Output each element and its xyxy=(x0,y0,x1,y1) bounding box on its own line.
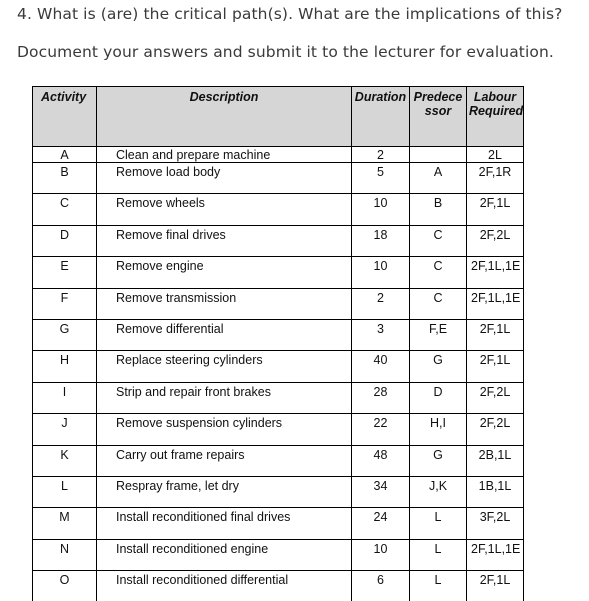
cell-duration: 10 xyxy=(352,539,410,570)
cell-activity: C xyxy=(33,194,97,225)
cell-duration: 22 xyxy=(352,414,410,445)
cell-labour: 2F,1R xyxy=(467,163,524,194)
cell-duration: 6 xyxy=(352,571,410,601)
cell-activity: H xyxy=(33,351,97,382)
cell-description: Remove suspension cylinders xyxy=(97,414,352,445)
cell-duration: 18 xyxy=(352,225,410,256)
cell-description: Install reconditioned engine xyxy=(97,539,352,570)
table-body xyxy=(33,147,524,601)
table-row xyxy=(33,571,524,601)
task-instruction: Document your answers and submit it to the lecturer for evaluation. xyxy=(17,43,554,61)
cell-predecessor: D xyxy=(410,382,467,413)
cell-duration: 2 xyxy=(352,147,410,163)
cell-activity: K xyxy=(33,445,97,476)
cell-description: Respray frame, let dry xyxy=(97,476,352,507)
cell-duration: 10 xyxy=(352,257,410,288)
activity-table-container xyxy=(32,86,523,574)
cell-predecessor xyxy=(410,147,467,163)
cell-activity: F xyxy=(33,288,97,319)
cell-duration: 28 xyxy=(352,382,410,413)
cell-labour: 1B,1L xyxy=(467,476,524,507)
cell-duration: 24 xyxy=(352,508,410,539)
cell-labour: 2F,1L xyxy=(467,194,524,225)
cell-labour: 2F,1L xyxy=(467,571,524,601)
table-row xyxy=(33,476,524,507)
cell-predecessor: G xyxy=(410,445,467,476)
cell-labour: 2F,2L xyxy=(467,225,524,256)
cell-description: Remove wheels xyxy=(97,194,352,225)
table-row xyxy=(33,414,524,445)
activity-table xyxy=(32,86,524,601)
cell-activity: B xyxy=(33,163,97,194)
cell-predecessor: C xyxy=(410,288,467,319)
cell-activity: G xyxy=(33,319,97,350)
table-row xyxy=(33,445,524,476)
cell-labour: 2F,1L,1E xyxy=(467,257,524,288)
cell-description: Remove differential xyxy=(97,319,352,350)
cell-description: Remove engine xyxy=(97,257,352,288)
cell-predecessor: L xyxy=(410,508,467,539)
cell-description: Clean and prepare machine xyxy=(97,147,352,163)
cell-description: Remove transmission xyxy=(97,288,352,319)
cell-predecessor: A xyxy=(410,163,467,194)
cell-predecessor: L xyxy=(410,571,467,601)
cell-activity: L xyxy=(33,476,97,507)
table-row xyxy=(33,288,524,319)
cell-labour: 2L xyxy=(467,147,524,163)
cell-duration: 48 xyxy=(352,445,410,476)
cell-labour: 2F,2L xyxy=(467,382,524,413)
cell-duration: 3 xyxy=(352,319,410,350)
table-row xyxy=(33,382,524,413)
cell-duration: 40 xyxy=(352,351,410,382)
cell-labour: 2F,1L xyxy=(467,319,524,350)
cell-description: Remove load body xyxy=(97,163,352,194)
cell-duration: 10 xyxy=(352,194,410,225)
question-text: 4. What is (are) the critical path(s). What are the implications of this? xyxy=(17,5,563,23)
cell-predecessor: C xyxy=(410,225,467,256)
cell-duration: 34 xyxy=(352,476,410,507)
cell-labour: 2F,2L xyxy=(467,414,524,445)
cell-description: Carry out frame repairs xyxy=(97,445,352,476)
cell-predecessor: J,K xyxy=(410,476,467,507)
table-row xyxy=(33,163,524,194)
cell-activity: O xyxy=(33,571,97,601)
cell-predecessor: G xyxy=(410,351,467,382)
table-row xyxy=(33,508,524,539)
table-row xyxy=(33,225,524,256)
cell-labour: 2B,1L xyxy=(467,445,524,476)
cell-description: Remove final drives xyxy=(97,225,352,256)
cell-description: Install reconditioned final drives xyxy=(97,508,352,539)
table-row xyxy=(33,147,524,163)
cell-labour: 2F,1L,1E xyxy=(467,539,524,570)
table-header xyxy=(33,87,524,147)
table-row xyxy=(33,194,524,225)
cell-predecessor: B xyxy=(410,194,467,225)
cell-duration: 2 xyxy=(352,288,410,319)
header-predecessor: Predece ssor xyxy=(410,87,467,147)
header-labour: Labour Required xyxy=(467,87,524,147)
cell-predecessor: F,E xyxy=(410,319,467,350)
cell-activity: D xyxy=(33,225,97,256)
header-activity: Activity xyxy=(33,87,97,147)
cell-activity: I xyxy=(33,382,97,413)
cell-duration: 5 xyxy=(352,163,410,194)
cell-predecessor: L xyxy=(410,539,467,570)
cell-labour: 3F,2L xyxy=(467,508,524,539)
cell-description: Strip and repair front brakes xyxy=(97,382,352,413)
cell-predecessor: C xyxy=(410,257,467,288)
cell-labour: 2F,1L,1E xyxy=(467,288,524,319)
cell-predecessor: H,I xyxy=(410,414,467,445)
table-row xyxy=(33,319,524,350)
cell-activity: J xyxy=(33,414,97,445)
cell-description: Install reconditioned differential xyxy=(97,571,352,601)
table-row xyxy=(33,257,524,288)
cell-activity: N xyxy=(33,539,97,570)
cell-activity: M xyxy=(33,508,97,539)
cell-activity: A xyxy=(33,147,97,163)
header-description: Description xyxy=(97,87,352,147)
cell-description: Replace steering cylinders xyxy=(97,351,352,382)
table-row xyxy=(33,539,524,570)
cell-labour: 2F,1L xyxy=(467,351,524,382)
table-row xyxy=(33,351,524,382)
cell-activity: E xyxy=(33,257,97,288)
header-duration: Duration xyxy=(352,87,410,147)
